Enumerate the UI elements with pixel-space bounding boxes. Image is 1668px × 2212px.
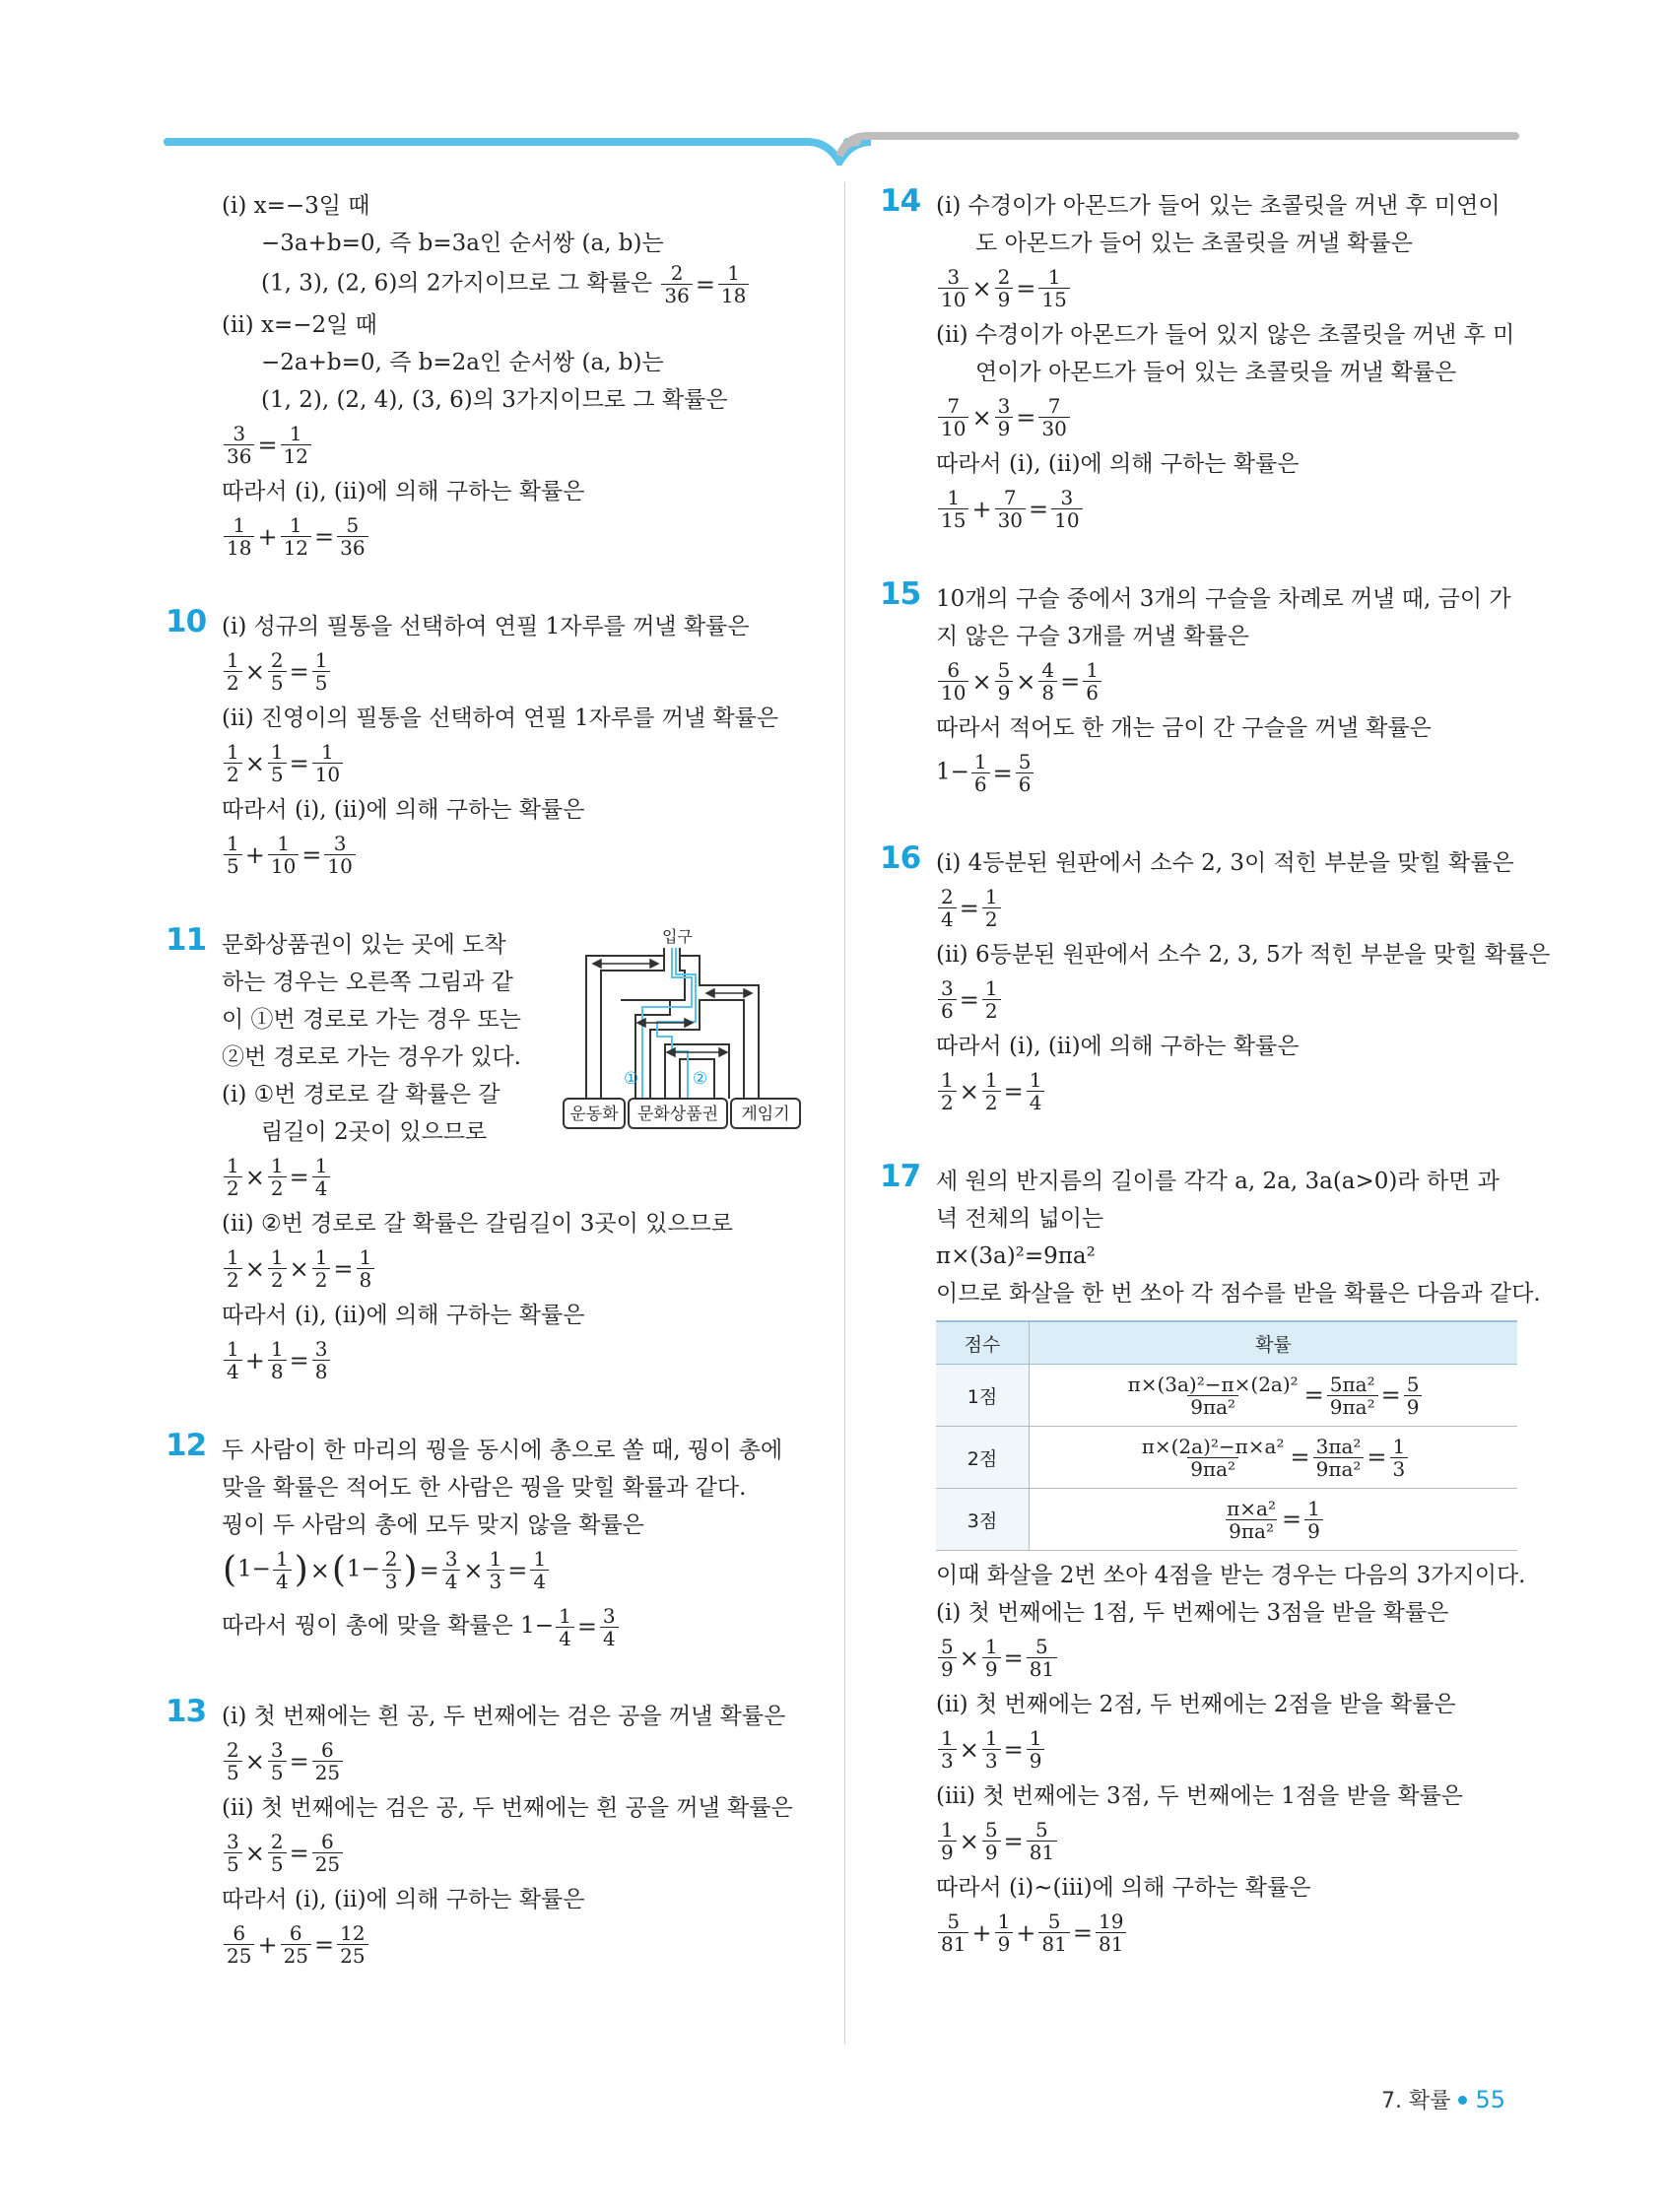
text-line: 연이가 아몬드가 들어 있는 초콜릿을 꺼낼 확률은 — [975, 360, 1457, 385]
text-line: 따라서 (ⅰ)~(ⅲ)에 의해 구하는 확률은 — [936, 1875, 1311, 1901]
text-line: 이므로 화살을 한 번 쏘아 각 점수를 받을 확률은 다음과 같다. — [936, 1281, 1541, 1307]
table-cell: 3점 — [936, 1489, 1030, 1551]
path-2-label: ② — [693, 1069, 708, 1089]
right-column — [880, 183, 1551, 1961]
equation: $\frac{5}{81}$ + $\frac{1}{9}$ + $\frac{5}{81}$ = $\frac{19}{81}$ — [936, 1907, 1527, 1961]
table-header-score: 점수 — [936, 1321, 1030, 1365]
problem-13 — [166, 1694, 823, 1973]
table-header-probability: 확률 — [1030, 1321, 1518, 1365]
problem-number: 12 — [166, 1428, 207, 1463]
text-line: 하는 경우는 오른쪽 그림과 같 — [222, 970, 513, 995]
page-number: 55 — [1475, 2086, 1505, 2113]
equation: $\frac{2}{4}$ = $\frac{1}{2}$ — [936, 882, 1527, 936]
table-cell: 2점 — [936, 1427, 1030, 1489]
fraction: $\frac{1}{18}$ — [718, 262, 749, 306]
text-line: (ⅰ) ①번 경로로 갈 확률은 갈 — [222, 1082, 500, 1107]
problem-number: 14 — [880, 183, 921, 219]
text-line: (1, 2), (2, 4), (3, 6)의 3가지이므로 그 확률은 — [261, 387, 728, 413]
box-game-console: 게임기 — [741, 1105, 790, 1124]
problem-number: 13 — [166, 1694, 207, 1729]
equation: $\frac{1}{3}$ × $\frac{1}{3}$ = $\frac{1}{9}$ — [936, 1723, 1527, 1777]
text-line: 10개의 구슬 중에서 3개의 구슬을 차례로 꺼낼 때, 금이 가 — [936, 586, 1511, 612]
bullet-dot-icon — [1458, 2096, 1467, 2105]
text-line: (ⅰ) 수경이가 아몬드가 들어 있는 초콜릿을 꺼낸 후 미연이 — [936, 193, 1501, 219]
text-line: 맞을 확률은 적어도 한 사람은 꿩을 맞힐 확률과 같다. — [222, 1475, 747, 1501]
text-line: (ⅰ) 성규의 필통을 선택하여 연필 1자루를 꺼낼 확률은 — [222, 614, 750, 639]
header-decoration-bar — [0, 126, 1668, 166]
chapter-title: 7. 확률 — [1380, 2089, 1451, 2113]
problem-number: 17 — [880, 1159, 921, 1194]
equation: $\frac{1}{2}$ × $\frac{1}{2}$ = $\frac{1}{4}$ — [222, 1151, 823, 1205]
text-line: 녁 전체의 넓이는 — [936, 1206, 1104, 1232]
text-line: (ⅲ) 첫 번째에는 3점, 두 번째에는 1점을 받을 확률은 — [936, 1783, 1464, 1809]
equation: $\frac{3}{36}$ = $\frac{1}{12}$ — [222, 419, 823, 473]
text-line: (ⅱ) 첫 번째에는 2점, 두 번째에는 2점을 받을 확률은 — [936, 1692, 1456, 1717]
problem-number: 15 — [880, 576, 921, 612]
text-line: 따라서 (ⅰ), (ⅱ)에 의해 구하는 확률은 — [222, 1303, 585, 1328]
text-line: (1, 3), (2, 6)의 2가지이므로 그 확률은 $\frac{2}{36}$ = $\frac{1}{18}$ — [222, 262, 823, 306]
problem-10 — [166, 604, 823, 883]
table-cell: $\frac{\text{π×(3a)²−π×(2a)²}}{\text{9πa²}}$ = $\frac{\text{5πa²}}{\text{9πa²}}$ = $\frac{5}{9}$ — [1030, 1365, 1518, 1427]
equation: $\frac{7}{10}$ × $\frac{3}{9}$ = $\frac{7}{30}$ — [936, 391, 1527, 445]
equation: $\frac{1}{18}$ + $\frac{1}{12}$ = $\frac{5}{36}$ — [222, 510, 823, 565]
text-line: 따라서 (ⅰ), (ⅱ)에 의해 구하는 확률은 — [936, 1034, 1300, 1059]
equation: $\frac{3}{5}$ × $\frac{2}{5}$ = $\frac{6}{25}$ — [222, 1827, 823, 1881]
text-line: 따라서 (ⅰ), (ⅱ)에 의해 구하는 확률은 — [222, 797, 585, 823]
text-line: 림길이 2곳이 있으므로 — [261, 1119, 488, 1145]
text-line: −2a+b=0, 즉 b=2a인 순서쌍 (a, b)는 — [261, 350, 664, 375]
text-line: (ⅰ) 첫 번째에는 흰 공, 두 번째에는 검은 공을 꺼낼 확률은 — [222, 1704, 786, 1729]
equation: $\frac{1}{15}$ + $\frac{7}{30}$ = $\frac{3}{10}$ — [936, 483, 1527, 537]
text-line: 따라서 적어도 한 개는 금이 간 구슬을 꺼낼 확률은 — [936, 715, 1432, 741]
equation: $\frac{1}{2}$ × $\frac{1}{2}$ × $\frac{1}{2}$ = $\frac{1}{8}$ — [222, 1242, 823, 1297]
text-line: 이 ①번 경로로 가는 경우 또는 — [222, 1007, 521, 1033]
path-1-label: ① — [624, 1069, 639, 1089]
table-row — [936, 1365, 1517, 1427]
text-line: (ⅱ) ②번 경로로 갈 확률은 갈림길이 3곳이 있으므로 — [222, 1211, 734, 1237]
problem-11 — [166, 922, 823, 1388]
equation: (1− $\frac{1}{4}$ )×(1− $\frac{2}{3}$ )= $\frac{3}{4}$ × $\frac{1}{3}$ = $\frac{1}{4}$ — [222, 1544, 823, 1598]
page-footer — [1381, 2084, 1505, 2114]
text-line: (ⅱ) 6등분된 원판에서 소수 2, 3, 5가 적힌 부분을 맞힐 확률은 — [936, 942, 1551, 968]
text-line: (ⅱ) x=−2일 때 — [222, 312, 377, 338]
problem-9-continued — [222, 187, 823, 565]
text-line: 따라서 꿩이 총에 맞을 확률은 1− $\frac{1}{4}$ = $\frac{3}{4}$ — [222, 1598, 823, 1654]
text-line: 따라서 (ⅰ), (ⅱ)에 의해 구하는 확률은 — [936, 451, 1300, 477]
text-line: 도 아몬드가 들어 있는 초콜릿을 꺼낼 확률은 — [975, 231, 1413, 256]
equation: $\frac{6}{25}$ + $\frac{6}{25}$ = $\frac{12}{25}$ — [222, 1918, 823, 1973]
column-divider — [844, 182, 845, 2044]
equation: $\frac{5}{9}$ × $\frac{1}{9}$ = $\frac{5}{81}$ — [936, 1632, 1527, 1686]
text-line: (ⅰ) 첫 번째에는 1점, 두 번째에는 3점을 받을 확률은 — [936, 1600, 1449, 1626]
equation: 1− $\frac{1}{6}$ = $\frac{5}{6}$ — [936, 747, 1527, 801]
equation: $\frac{3}{6}$ = $\frac{1}{2}$ — [936, 973, 1527, 1028]
equation: $\frac{1}{2}$ × $\frac{2}{5}$ = $\frac{1}{5}$ — [222, 645, 823, 700]
table-cell: $\frac{\text{π×a²}}{\text{9πa²}}$ = $\frac{1}{9}$ — [1030, 1489, 1518, 1551]
text-line: 꿩이 두 사람의 총에 모두 맞지 않을 확률은 — [222, 1512, 644, 1538]
entrance-label: 입구 — [662, 927, 693, 946]
text-line: (ⅱ) 수경이가 아몬드가 들어 있지 않은 초콜릿을 꺼낸 후 미 — [936, 322, 1515, 348]
box-sneakers: 운동화 — [569, 1105, 619, 1124]
left-column — [166, 187, 823, 1973]
text-line: ②번 경로로 가는 경우가 있다. — [222, 1044, 521, 1070]
problem-15 — [880, 576, 1527, 801]
equation: $\frac{1}{2}$ × $\frac{1}{5}$ = $\frac{1}{10}$ — [222, 737, 823, 791]
text-line: (ⅰ) 4등분된 원판에서 소수 2, 3이 적힌 부분을 맞힐 확률은 — [936, 850, 1514, 876]
problem-14 — [880, 183, 1527, 537]
path-diagram — [562, 926, 808, 1138]
problem-17 — [880, 1159, 1541, 1961]
equation: $\frac{6}{10}$ × $\frac{5}{9}$ × $\frac{4}{8}$ = $\frac{1}{6}$ — [936, 655, 1527, 709]
text-line: (ⅱ) 첫 번째에는 검은 공, 두 번째에는 흰 공을 꺼낼 확률은 — [222, 1795, 793, 1821]
text-line: 따라서 (ⅰ), (ⅱ)에 의해 구하는 확률은 — [222, 479, 585, 504]
problem-number: 10 — [166, 604, 207, 639]
text-line: 이때 화살을 2번 쏘아 4점을 받는 경우는 다음의 3가지이다. — [936, 1563, 1526, 1588]
problem-12 — [166, 1428, 823, 1654]
text-line: 지 않은 구슬 3개를 꺼낼 확률은 — [936, 624, 1249, 649]
table-row — [936, 1489, 1517, 1551]
problem-number: 16 — [880, 840, 921, 876]
probability-table — [936, 1320, 1517, 1551]
equation: $\frac{2}{5}$ × $\frac{3}{5}$ = $\frac{6}{25}$ — [222, 1735, 823, 1789]
table-cell: $\frac{\text{π×(2a)²−π×a²}}{\text{9πa²}}$ = $\frac{\text{3πa²}}{\text{9πa²}}$ = $\frac{1}{3}$ — [1030, 1427, 1518, 1489]
text-line: 두 사람이 한 마리의 꿩을 동시에 총으로 쏠 때, 꿩이 총에 — [222, 1438, 783, 1463]
problem-16 — [880, 840, 1551, 1119]
equation: $\frac{3}{10}$ × $\frac{2}{9}$ = $\frac{1}{15}$ — [936, 262, 1527, 316]
text-line: (ⅰ) x=−3일 때 — [222, 193, 370, 219]
box-gift-card: 문화상품권 — [636, 1105, 719, 1124]
text-line: 세 원의 반지름의 길이를 각각 a, 2a, 3a(a>0)라 하면 과 — [936, 1169, 1500, 1194]
equation: $\frac{1}{4}$ + $\frac{1}{8}$ = $\frac{3}{8}$ — [222, 1334, 823, 1388]
problem-number: 11 — [166, 922, 207, 958]
text-line: −3a+b=0, 즉 b=3a인 순서쌍 (a, b)는 — [261, 231, 664, 256]
table-cell: 1점 — [936, 1365, 1030, 1427]
equation: $\frac{1}{5}$ + $\frac{1}{10}$ = $\frac{3}{10}$ — [222, 829, 823, 883]
text-line: (ⅱ) 진영이의 필통을 선택하여 연필 1자루를 꺼낼 확률은 — [222, 705, 779, 731]
text-line: π×(3a)²=9πa² — [936, 1243, 1096, 1269]
text-line: 따라서 (ⅰ), (ⅱ)에 의해 구하는 확률은 — [222, 1887, 585, 1912]
table-row — [936, 1427, 1517, 1489]
equation: $\frac{1}{2}$ × $\frac{1}{2}$ = $\frac{1}{4}$ — [936, 1065, 1527, 1119]
fraction: $\frac{2}{36}$ — [661, 262, 692, 306]
equation: $\frac{1}{9}$ × $\frac{5}{9}$ = $\frac{5}{81}$ — [936, 1815, 1527, 1869]
text-line: 문화상품권이 있는 곳에 도착 — [222, 932, 506, 958]
